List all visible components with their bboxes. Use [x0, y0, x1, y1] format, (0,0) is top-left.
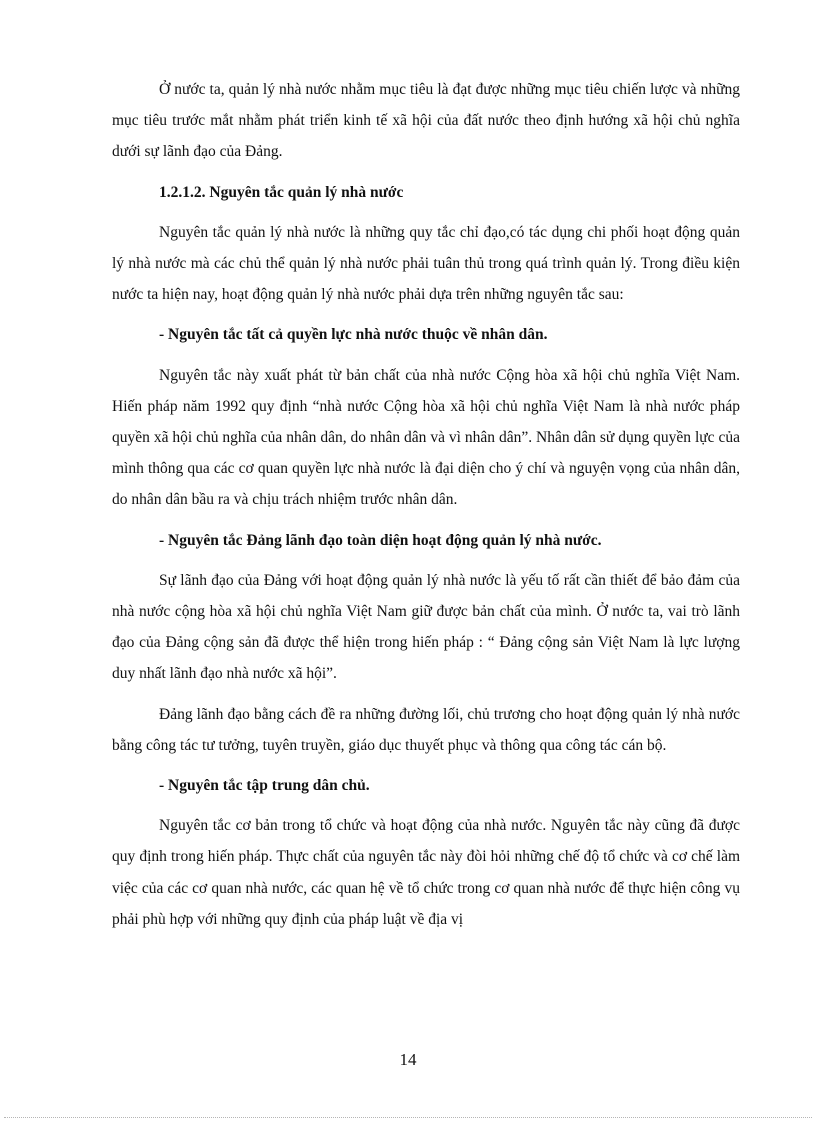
paragraph-democratic-centralism: Nguyên tắc cơ bản trong tổ chức và hoạt động của nhà nước. Nguyên tắc này cũng đã được quy định trong hiến pháp. Thực chất của nguyên tắc này đòi hỏi những chế độ tổ chức và cơ chế làm việc của các cơ quan nhà nước, các quan hệ về tổ chức trong cơ quan nhà nước để thực hiện công vụ phải phù hợp với những quy định của pháp luật về địa vị [112, 817, 740, 928]
heading-party-leadership: - Nguyên tắc Đảng lãnh đạo toàn diện hoạt động quản lý nhà nước. [159, 531, 602, 549]
paragraph-goal: Ở nước ta, quản lý nhà nước nhằm mục tiêu là đạt được những mục tiêu chiến lược và những mục tiêu trước mắt nhằm phát triển kinh tế xã hội của đất nước theo định hướng xã hội chủ nghĩa dưới sự lãnh đạo của Đảng. [112, 81, 740, 161]
paragraph-party-methods: Đảng lãnh đạo bằng cách đề ra những đường lối, chủ trương cho hoạt động quản lý nhà nước bằng công tác tư tưởng, tuyên truyền, giáo dục thuyết phục và thông qua công tác cán bộ. [112, 705, 740, 754]
paragraph-power-belongs-to-people: Nguyên tắc này xuất phát từ bản chất của nhà nước Cộng hòa xã hội chủ nghĩa Việt Nam. Hiến pháp năm 1992 quy định “nhà nước Cộng hòa xã hội chủ nghĩa Việt Nam là nhà nước pháp quyền xã hội chủ nghĩa của nhân dân, do nhân dân và vì nhân dân”. Nhân dân sử dụng quyền lực của mình thông qua các cơ quan quyền lực nhà nước là đại diện cho ý chí và nguyện vọng của nhân dân, do nhân dân bầu ra và chịu trách nhiệm trước nhân dân. [112, 366, 740, 509]
paragraph-principles-definition: Nguyên tắc quản lý nhà nước là những quy tắc chỉ đạo,có tác dụng chi phối hoạt động quản lý nhà nước mà các chủ thể quản lý nhà nước phải tuân thủ trong quá trình quản lý. Trong điều kiện nước ta hiện nay, hoạt động quản lý nhà nước phải dựa trên những nguyên tắc sau: [112, 223, 740, 304]
page-number: 14 [399, 1050, 417, 1069]
section-heading-principles: 1.2.1.2. Nguyên tắc quản lý nhà nước [159, 183, 404, 201]
heading-power-belongs-to-people: - Nguyên tắc tất cả quyền lực nhà nước thuộc về nhân dân. [159, 326, 548, 344]
document-body [112, 74, 740, 944]
heading-democratic-centralism: - Nguyên tắc tập trung dân chủ. [159, 777, 370, 795]
page-bottom-divider [4, 1117, 812, 1118]
paragraph-party-leadership: Sự lãnh đạo của Đảng với hoạt động quản lý nhà nước là yếu tố rất cần thiết để bảo đảm của nhà nước cộng hòa xã hội chủ nghĩa Việt Nam giữ được bản chất của mình. Ở nước ta, vai trò lãnh đạo của Đảng cộng sản đã được thể hiện trong hiến pháp : “ Đảng cộng sản Việt Nam là lực lượng duy nhất lãnh đạo nhà nước xã hội”. [112, 571, 740, 683]
